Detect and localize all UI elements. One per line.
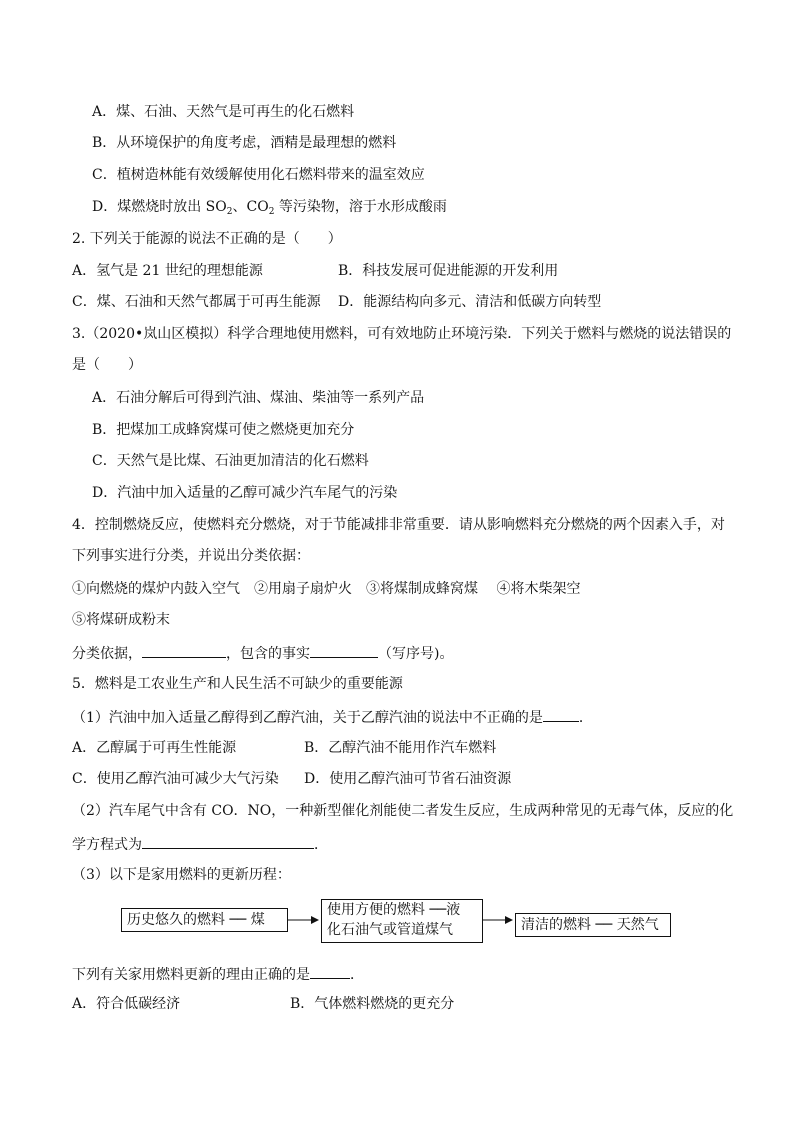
q3-option-b: B．把煤加工成蜂窝煤可使之燃烧更加充分 <box>92 422 355 438</box>
q5-part1-option-d: D．使用乙醇汽油可节省石油资源 <box>304 771 512 787</box>
q5-part1-option-c: C．使用乙醇汽油可减少大气污染 <box>72 771 279 787</box>
q1-option-d-sub2: 2 <box>268 207 275 217</box>
q5-part2-end: ． <box>314 837 328 853</box>
q1-option-b: B．从环境保护的角度考虑，酒精是最理想的燃料 <box>92 135 397 151</box>
flow-box-lpg-line1: 使用方便的燃料 ──液 <box>327 902 461 918</box>
flow-arrow-2-head <box>505 916 513 924</box>
q1-option-c: C．植树造林能有效缓解使用化石燃料带来的温室效应 <box>92 167 425 183</box>
q2-option-c: C．煤、石油和天然气都属于可再生能源 <box>72 294 321 310</box>
q2-option-d: D．能源结构向多元、清洁和低碳方向转型 <box>338 294 602 310</box>
q5-part1-option-b: B．乙醇汽油不能用作汽车燃料 <box>304 740 497 756</box>
q5-part1-stem <box>72 707 593 727</box>
q4-stem-line2: 下列事实进行分类，并说出分类依据： <box>72 548 310 564</box>
q5-part3-question <box>72 964 364 984</box>
q3-option-c: C．天然气是比煤、石油更加清洁的化石燃料 <box>92 453 369 469</box>
q5-part2-stem-line1: （2）汽车尾气中含有 CO．NO，一种新型催化剂能使二者发生反应，生成两种常见的无毒气体，反应的化 <box>72 803 734 819</box>
q4-stem-line1: 4．控制燃烧反应，使燃料充分燃烧，对于节能减排非常重要．请从影响燃料充分燃烧的两个因素入手，对 <box>72 517 725 533</box>
q5-part2-text: 学方程式为 <box>72 837 142 853</box>
q1-option-d-sub1: 2 <box>226 207 233 217</box>
q1-option-d-text3: 等污染物，溶于水形成酸雨 <box>274 199 447 215</box>
q1-option-d-text2: 、CO <box>232 199 269 215</box>
q3-option-a: A．石油分解后可得到汽油、煤油、柴油等一系列产品 <box>92 390 425 406</box>
q4-basis-blank[interactable] <box>142 643 226 658</box>
q5-part2-equation-blank[interactable] <box>142 834 314 849</box>
q3-stem-line1: 3.（2020•岚山区模拟）科学合理地使用燃料，可有效地防止环境污染．下列关于燃料与燃烧的说法错误的 <box>72 326 732 342</box>
q1-option-a: A．煤、石油、天然气是可再生的化石燃料 <box>92 104 355 120</box>
q3-option-d: D．汽油中加入适量的乙醇可减少汽车尾气的污染 <box>92 485 398 501</box>
q5-part3-stem: （3）以下是家用燃料的更新历程： <box>72 867 291 883</box>
q2-option-b: B．科技发展可促进能源的开发利用 <box>338 263 559 279</box>
q1-option-d-text1: D．煤燃烧时放出 SO <box>92 199 227 215</box>
q4-answer-line <box>72 643 453 663</box>
q5-stem: 5．燃料是工农业生产和人民生活不可缺少的重要能源 <box>72 676 403 692</box>
q1-option-d <box>92 198 447 221</box>
q2-option-a: A．氢气是 21 世纪的理想能源 <box>72 263 263 279</box>
q4-facts-line1: ①向燃烧的煤炉内鼓入空气 ②用扇子扇炉火 ③将煤制成蜂窝煤 ④将木柴架空 <box>72 581 581 597</box>
q5-part3-option-a: A．符合低碳经济 <box>72 996 181 1012</box>
q5-part3-option-b: B．气体燃料燃烧的更充分 <box>290 996 455 1012</box>
q4-answer-label3: （写序号)。 <box>378 646 454 662</box>
q4-answer-label1: 分类依据， <box>72 646 142 662</box>
flow-box-lpg-line2: 化石油气或管道煤气 <box>327 922 453 938</box>
q5-part3-blank[interactable] <box>310 964 350 979</box>
q5-part3-question-text: 下列有关家用燃料更新的理由正确的是 <box>72 967 310 983</box>
q4-answer-label2: ，包含的事实 <box>226 646 310 662</box>
q2-stem: 2. 下列关于能源的说法不正确的是（ ） <box>72 231 342 247</box>
q5-part1-blank[interactable] <box>543 707 579 722</box>
q5-part1-option-a: A．乙醇属于可再生性能源 <box>72 740 237 756</box>
flow-arrow-1-head <box>311 916 319 924</box>
q5-part3-end: ． <box>350 967 364 983</box>
q5-part2-stem-line2 <box>72 834 328 854</box>
q5-part1-end: ． <box>578 710 593 726</box>
q4-facts-blank[interactable] <box>310 643 378 658</box>
q3-stem-line2: 是（ ） <box>72 357 142 373</box>
q4-facts-line2: ⑤将煤研成粉末 <box>72 612 170 628</box>
flow-box-coal: 历史悠久的燃料 ── 煤 <box>121 908 288 932</box>
flow-box-lpg <box>321 899 483 943</box>
flow-box-natural-gas: 清洁的燃料 ── 天然气 <box>515 913 671 937</box>
q5-part1-text: （1）汽油中加入适量乙醇得到乙醇汽油，关于乙醇汽油的说法中不正确的是 <box>72 710 543 726</box>
